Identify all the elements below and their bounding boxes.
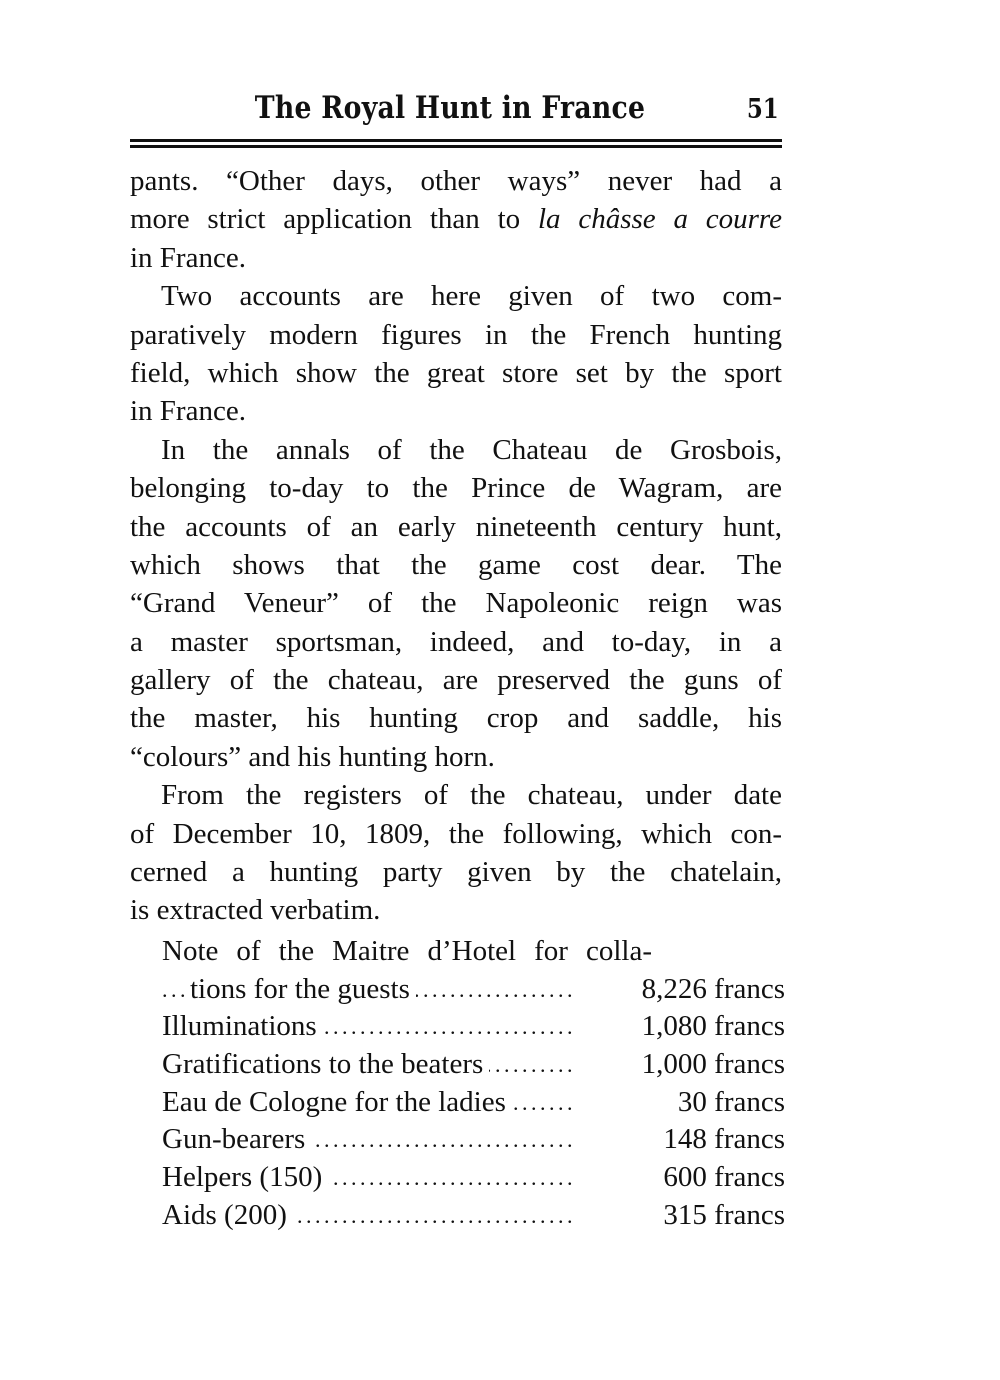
account-note: Note of the Maitre d’Hotel for colla- (162, 935, 652, 967)
account-label (162, 1046, 597, 1084)
text-line: cerned a hunting party given by the chatelain, (130, 856, 782, 889)
account-row (162, 1084, 785, 1122)
account-label-text: Gratifications to the beaters (162, 1048, 489, 1080)
page-number: 51 (747, 94, 780, 125)
text-line: From the registers of the chateau, under date (161, 779, 782, 812)
account-label (162, 1008, 597, 1046)
text-line: “Grand Veneur” of the Napoleonic reign was (130, 587, 782, 620)
account-label-text: tions for the guests (190, 973, 416, 1005)
account-label-text: Gun-bearers (162, 1123, 311, 1155)
account-amount: 315 francs (663, 1198, 785, 1231)
text-line: the master, his hunting crop and saddle, his (130, 702, 782, 735)
text-line: a master sportsman, indeed, and to-day, in a (130, 625, 782, 658)
text-line: of December 10, 1809, the following, which con- (130, 817, 782, 850)
header-rule-bottom (130, 145, 782, 148)
text-line: belonging to-day to the Prince de Wagram, are (130, 472, 782, 505)
header-rule-top (130, 139, 782, 142)
text-line: field, which show the great store set by the sport (130, 356, 782, 389)
account-label-text: Helpers (150) (162, 1161, 328, 1193)
account-label-text: Aids (200) (162, 1199, 293, 1231)
account-amount: 30 francs (677, 1085, 785, 1118)
text-line: which shows that the game cost dear. The (130, 548, 782, 581)
text-line: paratively modern figures in the French hunting (130, 318, 782, 351)
text-line: is extracted verbatim. (130, 894, 381, 927)
account-row (162, 1121, 785, 1159)
text-line: pants. “Other days, other ways” never had a (130, 165, 782, 197)
account-row (162, 1159, 785, 1197)
text-line: more strict application than to la châsse a courre (130, 203, 782, 236)
body-text (130, 162, 782, 930)
account-row (162, 1008, 785, 1046)
account-amount: 148 francs (663, 1123, 785, 1156)
text-line: gallery of the chateau, are preserved the guns of (130, 664, 782, 697)
account-amount: 1,080 francs (641, 1010, 785, 1043)
account-label (162, 1159, 597, 1197)
account-amount: 1,000 francs (641, 1048, 785, 1081)
text-line: the accounts of an early nineteenth century hunt, (130, 510, 782, 543)
account-row (162, 971, 785, 1009)
account-label (162, 1197, 597, 1235)
account-label (162, 1121, 597, 1159)
running-head-title: The Royal Hunt in France (254, 90, 646, 126)
account-row (162, 1197, 785, 1235)
text-line: In the annals of the Chateau de Grosbois, (161, 433, 782, 466)
text-line: “colours” and his hunting horn. (130, 740, 495, 773)
account-row (162, 1046, 785, 1084)
expense-account (162, 933, 785, 1235)
account-label-text: Eau de Cologne for the ladies (162, 1086, 512, 1118)
account-amount: 8,226 francs (641, 972, 785, 1005)
text-line: Two accounts are here given of two com- (161, 280, 782, 313)
account-amount: 600 francs (663, 1161, 785, 1194)
text-line: in France. (130, 395, 246, 428)
account-label-text: Illuminations (162, 1010, 323, 1042)
account-label (162, 971, 597, 1009)
account-label (162, 1084, 597, 1122)
text-line: in France. (130, 241, 246, 274)
